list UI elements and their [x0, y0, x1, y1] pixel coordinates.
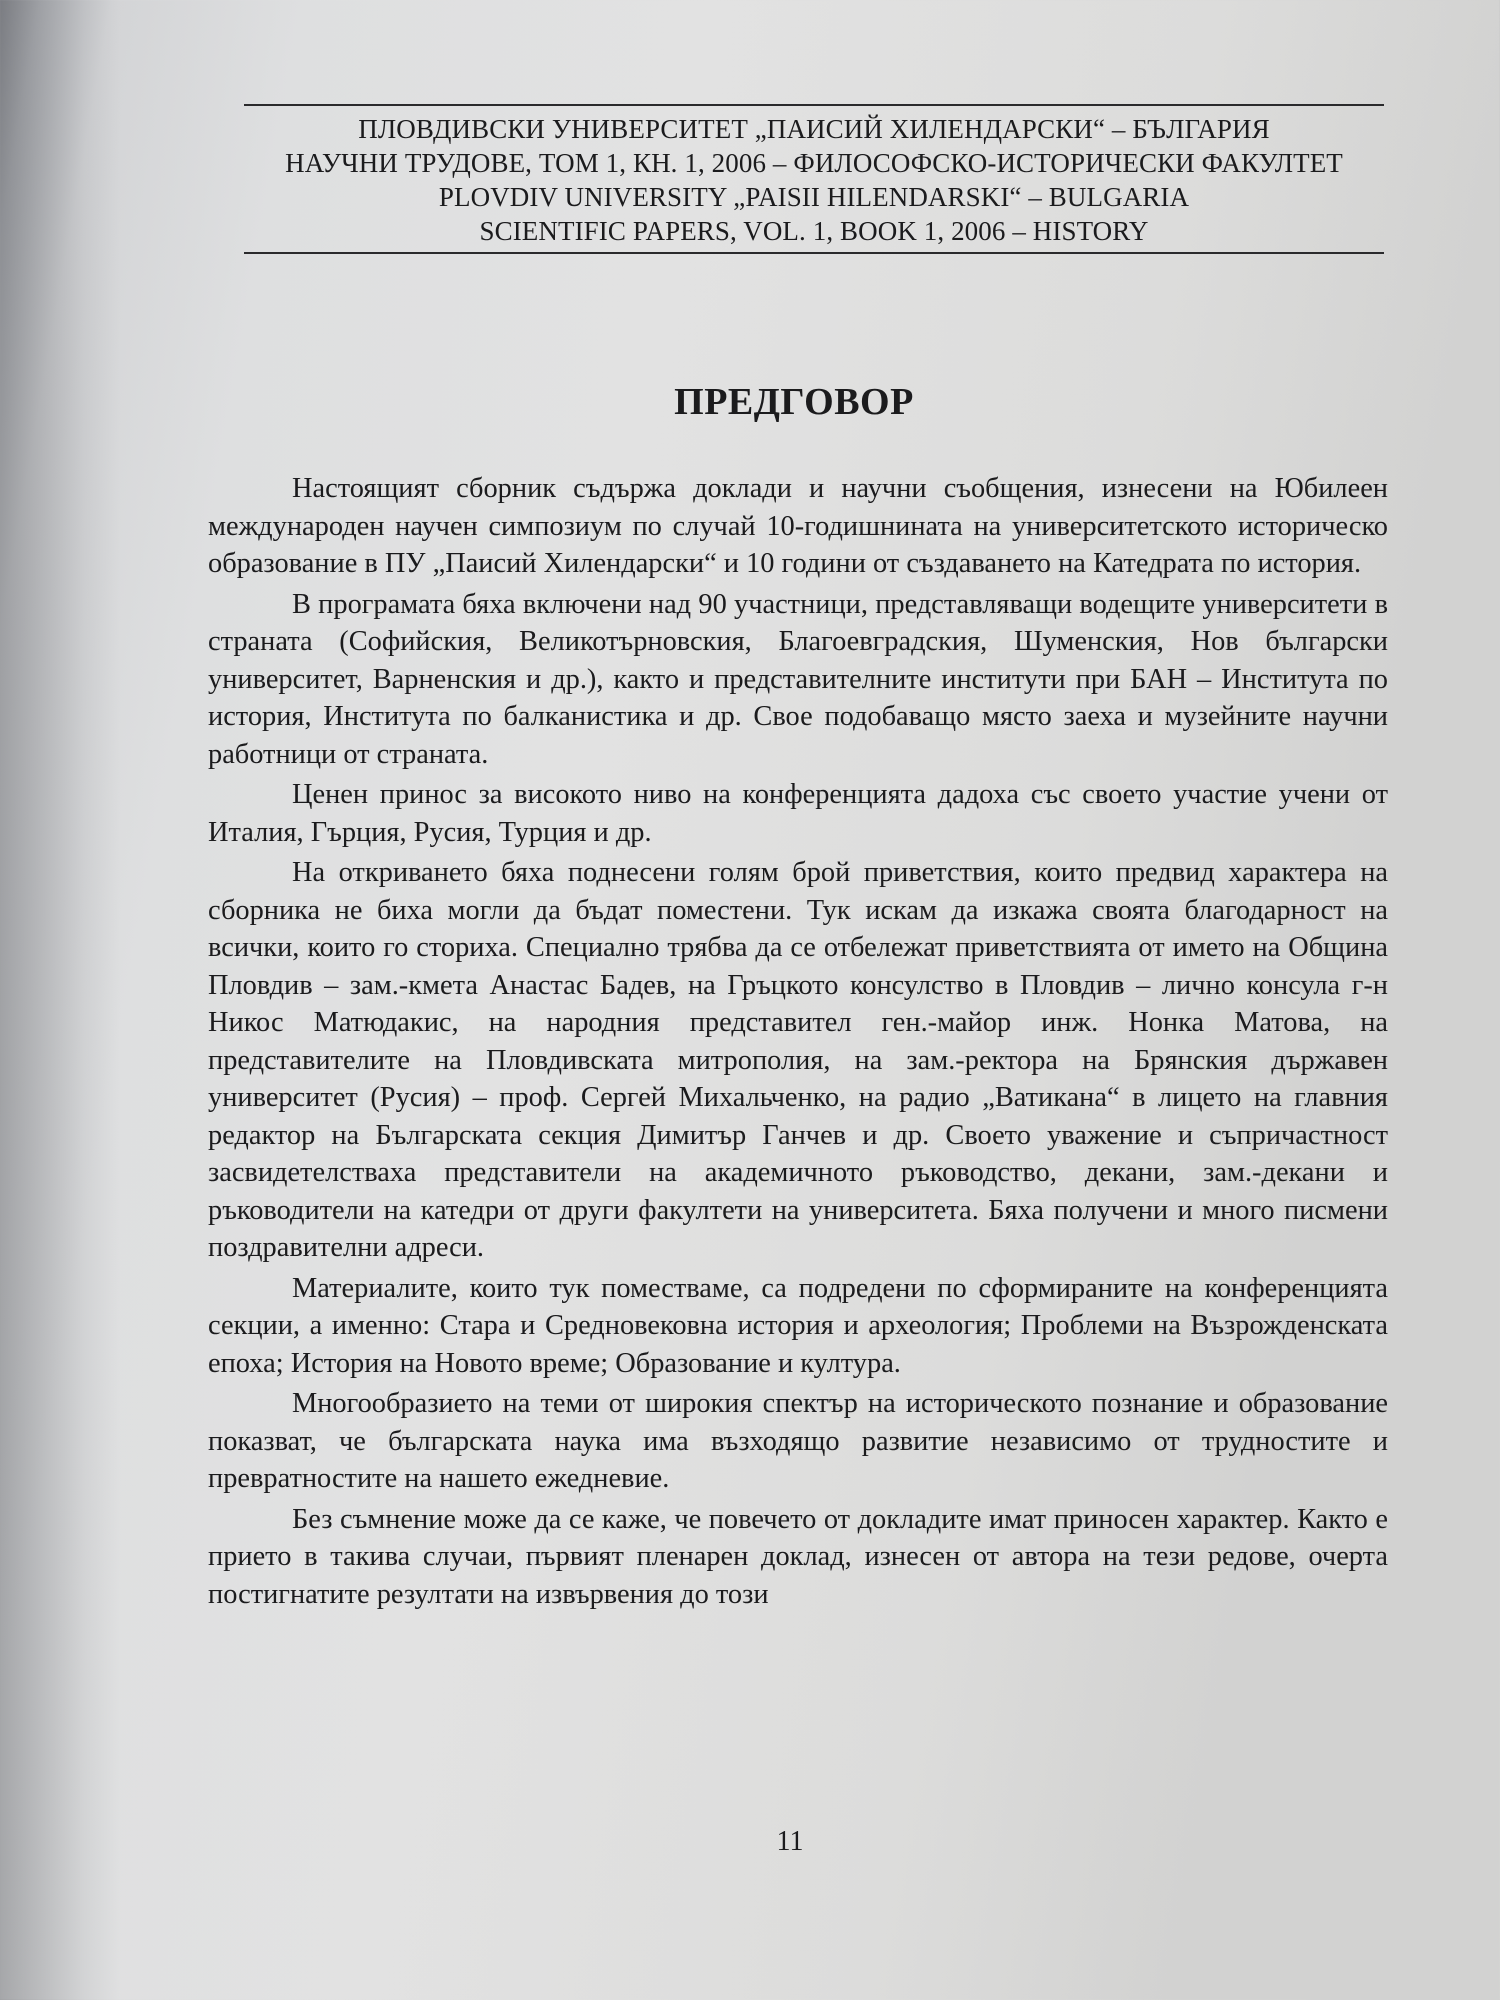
paragraph-5: Материалите, които тук поместваме, са подредени по сформираните на конференцията секции, а именно: Стара и Средновековна история и археология; Проблеми на Възрожденската епоха; История на Новото време; Образование и култура.	[208, 1272, 1388, 1379]
header-line-1: ПЛОВДИВСКИ УНИВЕРСИТЕТ „ПАИСИЙ ХИЛЕНДАРСКИ“ – БЪЛГАРИЯ	[358, 114, 1270, 144]
body-text	[208, 470, 1388, 1616]
paragraph-2: В програмата бяха включени над 90 участници, представляващи водещите университети в страната (Софийския, Великотърновския, Благоевградския, Шуменския, Нов български университет, Варненския и др.), както и представителните институти при БАН – Института по история, Института по балканистика и др. Свое подобаващо място заеха и музейните научни работници от страната.	[208, 588, 1388, 770]
paragraph-4: На откриването бяха поднесени голям брой приветствия, които предвид характера на сборника не биха могли да бъдат поместени. Тук искам да изкажа своята благодарност на всички, които го сториха. Специално трябва да се отбележат приветствията от името на Община Пловдив – зам.-кмета Анастас Бадев, на Гръцкото консулство в Пловдив – лично консула г-н Никос Матюдакис, на народния представител ген.-майор инж. Нонка Матова, на представителите на Пловдивската митрополия, на зам.-ректора на Брянския държавен университет (Русия) – проф. Сергей Михальченко, на радио „Ватикана“ в лицето на главния редактор на Българската секция Димитър Ганчев и др. Своето уважение и съпричастност засвидетелстваха представители на академичното ръководство, декани, зам.-декани и ръководители на катедри от други факултети на университета. Бяха получени и много писмени поздравителни адреси.	[208, 857, 1388, 1263]
journal-header	[244, 104, 1384, 254]
paragraph-6: Многообразието на теми от широкия спектър на историческото познание и образование показват, че българската наука има възходящо развитие независимо от трудностите и превратностите на нашето ежедневие.	[208, 1388, 1388, 1494]
page-title: ПРЕДГОВОР	[674, 381, 914, 423]
page-number: 11	[776, 1826, 804, 1857]
paragraph-1: Настоящият сборник съдържа доклади и научни съобщения, изнесени на Юбилеен международен научен симпозиум по случай 10-годишнината на университетското историческо образование в ПУ „Паисий Хилендарски“ и 10 години от създаването на Катедрата по история.	[208, 473, 1388, 579]
paragraph-7: Без съмнение може да се каже, че повечето от докладите имат приносен характер. Както е прието в такива случаи, първият пленарен доклад, изнесен от автора на тези редове, очерта постигнатите резултати на извървения до този	[208, 1503, 1388, 1610]
header-line-4: SCIENTIFIC PAPERS, VOL. 1, BOOK 1, 2006 – HISTORY	[479, 216, 1149, 246]
paragraph-3: Ценен принос за високото ниво на конференцията дадоха със своето участие учени от Италия, Гърция, Русия, Турция и др.	[208, 779, 1388, 848]
header-line-3: PLOVDIV UNIVERSITY „PAISII HILENDARSKI“ – BULGARIA	[438, 182, 1190, 212]
header-line-2: НАУЧНИ ТРУДОВЕ, ТОМ 1, КН. 1, 2006 – ФИЛОСОФСКО-ИСТОРИЧЕСКИ ФАКУЛТЕТ	[285, 148, 1343, 178]
